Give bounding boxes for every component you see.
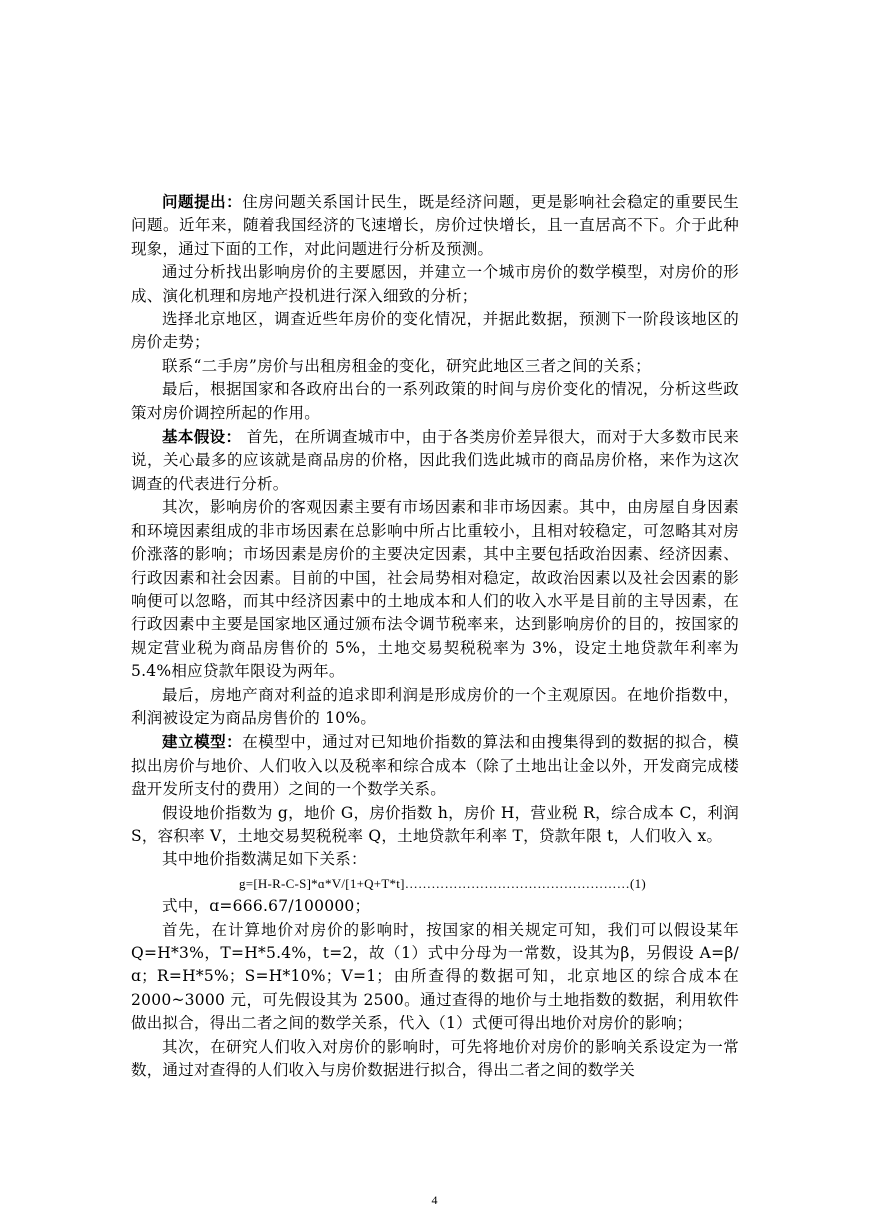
paragraph-model bbox=[131, 730, 739, 801]
paragraph bbox=[131, 684, 739, 731]
paragraph-text: 最后，根据国家和各政府出台的一系列政策的时间与房价变化的情况，分析这些政策对房价调控所起的作用。 bbox=[131, 380, 739, 422]
paragraph-text: 其次，在研究人们收入对房价的影响时，可先将地价对房价的影响关系设定为一常数，通过对查得的人们收入与房价数据进行拟合，得出二者之间的数学关 bbox=[131, 1037, 739, 1080]
section-heading-problem: 问题提出： bbox=[162, 192, 243, 211]
formula-equation-1: g=[H-R-C-S]*ɑ*V/[1+Q+T*t]……………………………………………(1) bbox=[239, 875, 646, 891]
paragraph-text: 式中，ɑ=666.67/100000； bbox=[162, 897, 371, 916]
paragraph-text: 住房问题关系国计民生，既是经济问题，更是影响社会稳定的重要民生问题。近年来，随着我国经济的飞速增长，房价过快增长，且一直居高不下。介于此种现象，通过下面的工作，对此问题进行分析及预测。 bbox=[131, 193, 739, 258]
page-number: 4 bbox=[431, 1193, 438, 1207]
paragraph bbox=[131, 496, 739, 683]
paragraph bbox=[131, 1036, 739, 1083]
paragraph-text: 首先，在计算地价对房价的影响时，按国家的相关规定可知，我们可以假设某年 Q=H*3%，T=H*5.4%，t=2，故（1）式中分母为一常数，设其为β，另假设 A=β/ɑ；R=H*5%；S=H*10%；V=1；由所查得的数据可知，北京地区的综合成本在 2000~3000 元，可先假设其为 2500。通过查得的地价与土地指数的数据，利用软件做出拟合，得出二者之间的数学关系，代入（1）式便可得出地价对房价的影响； bbox=[131, 920, 739, 1033]
paragraph-text: 其中地价指数满足如下关系： bbox=[162, 850, 367, 869]
paragraph bbox=[131, 378, 739, 425]
paragraph bbox=[131, 802, 739, 849]
paragraph-text: 联系“二手房”房价与出租房租金的变化，研究此地区三者之间的关系； bbox=[162, 356, 651, 375]
paragraph bbox=[131, 848, 739, 871]
paragraph-assumptions bbox=[131, 425, 739, 496]
paragraph bbox=[131, 919, 739, 1036]
paragraph-text: 首先，在所调查城市中，由于各类房价差异很大，而对于大多数市民来说，关心最多的应该就是商品房的价格，因此我们选此城市的商品房价格，来作为这次调查的代表进行分析。 bbox=[131, 428, 739, 493]
paragraph-text: 选择北京地区，调查近些年房价的变化情况，并据此数据，预测下一阶段该地区的房价走势； bbox=[131, 310, 739, 352]
paragraph bbox=[131, 308, 739, 355]
section-heading-assumptions: 基本假设： bbox=[162, 427, 242, 447]
paragraph-problem bbox=[131, 190, 739, 261]
document-body bbox=[131, 190, 739, 1082]
paragraph-text: 最后，房地产商对利益的追求即利润是形成房价的一个主观原因。在地价指数中，利润被设定为商品房售价的 10%。 bbox=[131, 685, 739, 727]
paragraph-text: 其次，影响房价的客观因素主要有市场因素和非市场因素。其中，由房屋自身因素和环境因素组成的非市场因素在总影响中所占比重较小，且相对较稳定，可忽略其对房价涨落的影响；市场因素是房价的主要决定因素，其中主要包括政治因素、经济因素、行政因素和社会因素。目前的中国，社会局势相对稳定，故政治因素以及社会因素的影响便可以忽略，而其中经济因素中的土地成本和人们的收入水平是目前的主导因素，在行政因素中主要是国家地区通过颁布法令调节税率来，达到影响房价的目的，按国家的规定营业税为商品房售价的 5%，土地交易契税税率为 3%，设定土地贷款年利率为 5.4%相应贷款年限设为两年。 bbox=[131, 498, 739, 681]
paragraph-text: 在模型中，通过对已知地价指数的算法和由搜集得到的数据的拟合，模拟出房价与地价、人们收入以及税率和综合成本（除了土地出让金以外，开发商完成楼盘开发所支付的费用）之间的一个数学关系。 bbox=[131, 733, 739, 799]
paragraph bbox=[131, 895, 739, 918]
paragraph bbox=[131, 261, 739, 308]
paragraph-text: 假设地价指数为 g，地价 G，房价指数 h，房价 H，营业税 R，综合成本 C，利润 S，容积率 V，土地交易契税税率 Q，土地贷款年利率 T，贷款年限 t，人们收入 x。 bbox=[131, 803, 739, 845]
paragraph bbox=[131, 355, 739, 378]
section-heading-model: 建立模型： bbox=[162, 732, 243, 752]
paragraph-text: 通过分析找出影响房价的主要愿因，并建立一个城市房价的数学模型，对房价的形成、演化机理和房地产投机进行深入细致的分析； bbox=[131, 263, 739, 305]
